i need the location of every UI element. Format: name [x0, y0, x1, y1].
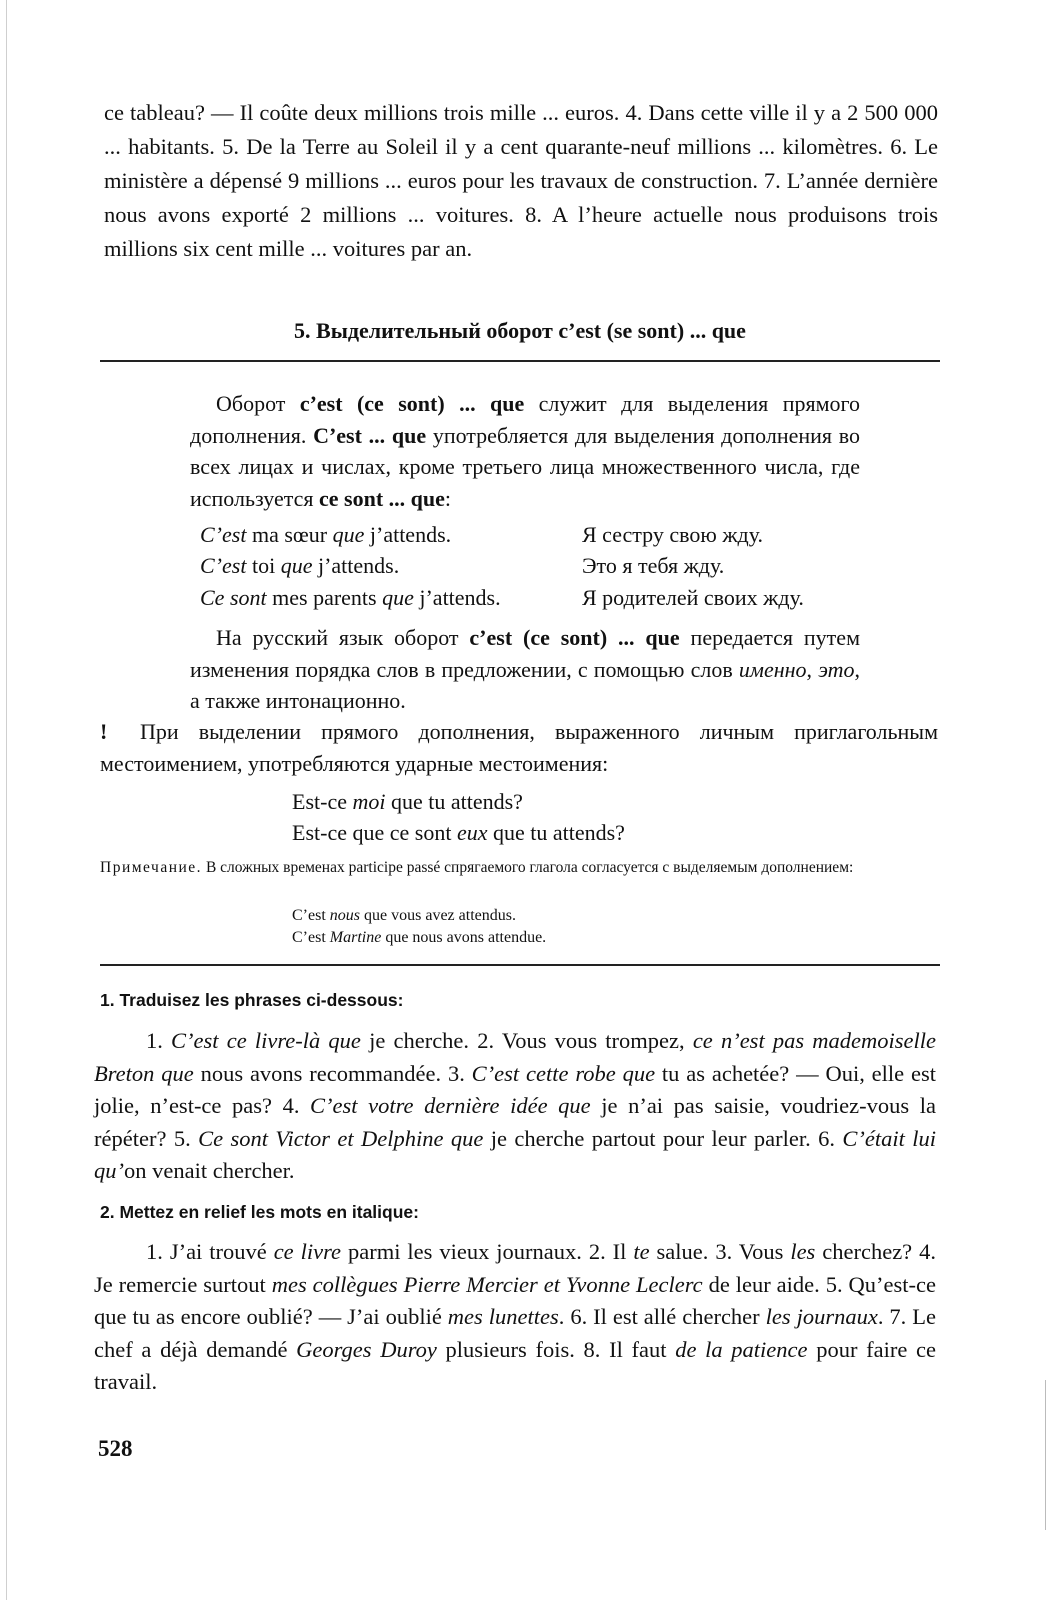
note-example-2: C’est Martine que nous avons attendue. — [292, 929, 547, 946]
example-french: C’est ma sœur que j’attends. — [200, 522, 452, 547]
note-label: Примечание. — [100, 859, 203, 876]
scan-edge-right — [1045, 1380, 1046, 1530]
section-rule-bottom — [100, 964, 940, 966]
example-french: Ce sont mes parents que j’attends. — [200, 585, 501, 610]
example-russian: Это я тебя жду. — [582, 553, 725, 578]
attention-mark: ! — [100, 719, 108, 744]
attention-paragraph: ! При выделении прямого дополнения, выраженного личным приглагольным местоимением, употребляются ударные местоимения: — [100, 716, 938, 779]
theory-paragraph-2: На русский язык оборот c’est (ce sont) ... que передается путем изменения порядка слов в предложении, с помощью слов именно, это, а также интонационно. — [190, 625, 861, 713]
exercise-2-heading: 2. Mettez en relief les mots en italique: — [100, 1202, 419, 1222]
exercise-1-heading: 1. Traduisez les phrases ci-dessous: — [100, 990, 404, 1010]
scan-edge-left — [6, 0, 7, 1600]
theory-paragraph-1: Оборот c’est (ce sont) ... que служит для выделения прямого дополнения. C’est ... que употребляется для выделения дополнения во всех лицах и числах, кроме третьего лица множественного числа, где используется ce sont ... que: — [190, 391, 860, 511]
section-rule-top — [100, 360, 940, 362]
example-russian: Я родителей своих жду. — [582, 585, 804, 610]
exercise-1-text: 1. C’est ce livre-là que je cherche. 2. Vous vous trompez, ce n’est pas mademoiselle Breton que nous avons recommandée. 3. C’est cette robe que tu as achetée? — Oui, elle est jolie, n’est-ce pas? 4. C’est votre dernière idée que je n’ai pas saisie, voudriez-vous la répéter? 5. Ce sont Victor et Delphine que je cherche partout pour leur parler. 6. C’était lui qu’on venait chercher. — [94, 1028, 936, 1183]
section-title: 5. Выделительный оборот c’est (se sont) ... que — [294, 318, 746, 343]
intro-paragraph: ce tableau? — Il coûte deux millions trois mille ... euros. 4. Dans cette ville il y a 2 500 000 ... habitants. 5. De la Terre au Soleil il y a cent quarante-neuf millions ... kilomètres. 6. Le ministère a dépensé 9 millions ... euros pour les travaux de construction. 7. L’année dernière nous avons exporté 2 millions ... voitures. 8. A l’heure actuelle nous produisons trois millions six cent mille ... voitures par an. — [104, 100, 938, 261]
exercise-2-text: 1. J’ai trouvé ce livre parmi les vieux journaux. 2. Il te salue. 3. Vous les cherchez? 4. Je remercie surtout mes collègues Pierre Mercier et Yvonne Leclerc de leur aide. 5. Qu’est-ce que tu as encore oublié? — J’ai oublié mes lunettes. 6. Il est allé chercher les journaux. 7. Le chef a déjà demandé Georges Duroy plusieurs fois. 8. Il faut de la patience pour faire ce travail. — [94, 1239, 937, 1394]
page-number: 528 — [98, 1436, 133, 1461]
note-paragraph: Примечание. В сложных временах participe passé спрягаемого глагола согласуется с выделяемым дополнением: — [100, 859, 854, 876]
example-french: C’est toi que j’attends. — [200, 553, 400, 578]
example-russian: Я сестру свою жду. — [582, 522, 764, 547]
pronoun-example-1: Est-ce moi que tu attends? — [292, 789, 523, 814]
pronoun-example-2: Est-ce que ce sont eux que tu attends? — [292, 820, 625, 845]
note-example-1: C’est nous que vous avez attendus. — [292, 907, 516, 924]
